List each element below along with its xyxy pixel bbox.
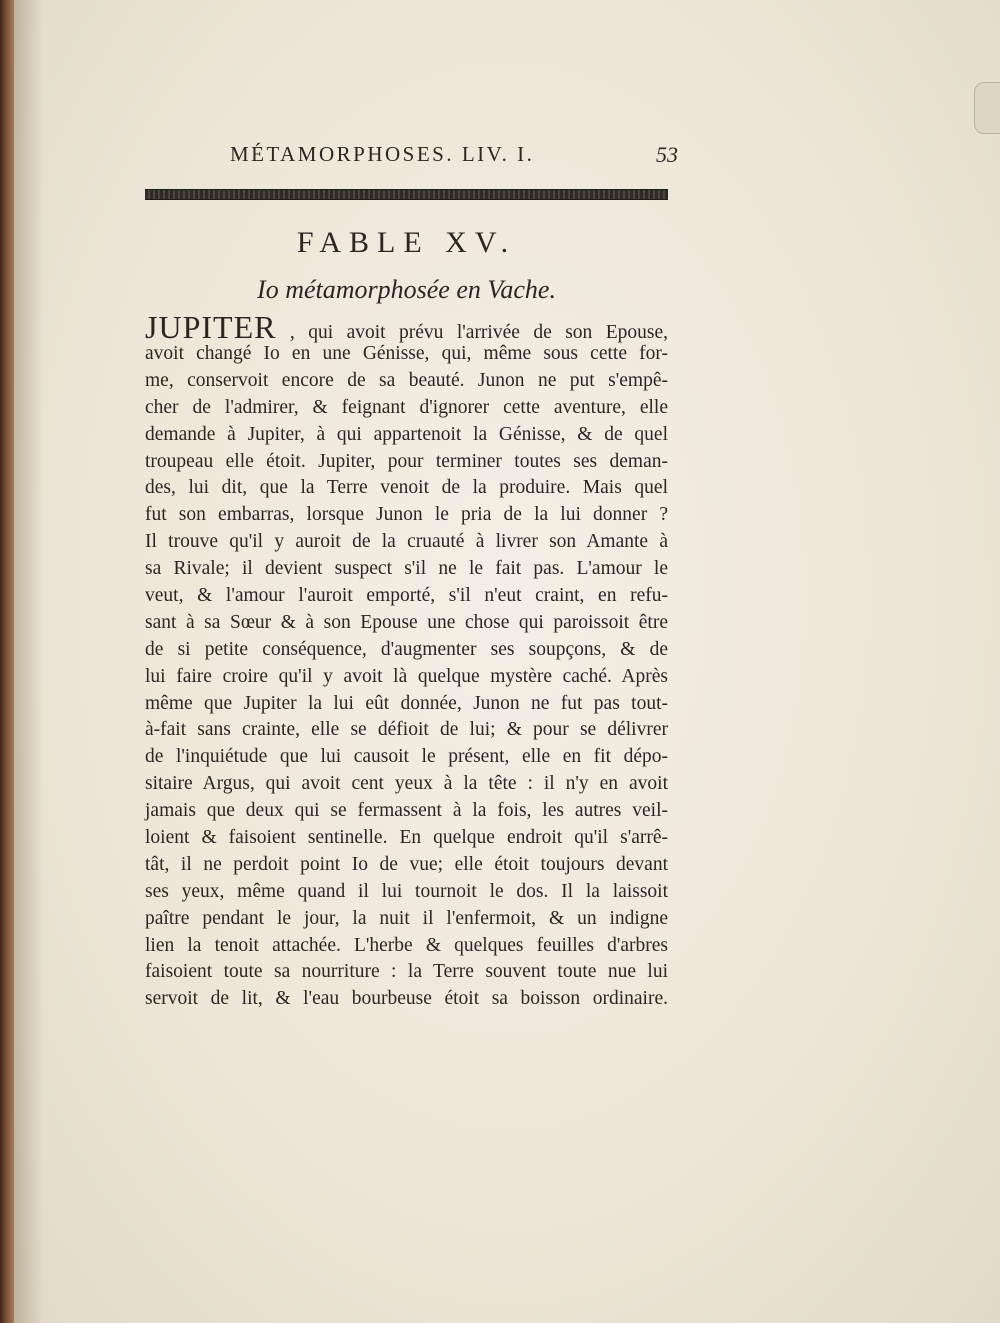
running-title: MÉTAMORPHOSES. LIV. I. bbox=[230, 142, 535, 166]
page-gutter-shadow bbox=[14, 0, 44, 1323]
text-line: à-fait sans crainte, elle se défioit de lui; & pour se délivrer bbox=[145, 719, 668, 741]
running-head bbox=[216, 142, 686, 172]
text-line: sa Rivale; il devient suspect s'il ne le fait pas. L'amour le bbox=[145, 558, 668, 580]
text-line: fut son embarras, lorsque Junon le pria de la lui donner ? bbox=[145, 504, 668, 526]
text-line: lien la tenoit attachée. L'herbe & quelques feuilles d'arbres bbox=[145, 934, 668, 956]
page-number: 53 bbox=[656, 142, 678, 167]
text-line bbox=[145, 309, 669, 345]
book-page bbox=[14, 0, 1000, 1323]
text-line: de l'inquiétude que lui causoit le présent, elle en fit dépo- bbox=[145, 746, 668, 768]
fable-title: FABLE XV. bbox=[296, 226, 517, 259]
text-line: de si petite conséquence, d'augmenter ses soupçons, & de bbox=[145, 638, 668, 660]
text-line: jamais que deux qui se fermassent à la fois, les autres veil- bbox=[145, 800, 668, 822]
drop-cap-word: JUPITER bbox=[145, 309, 277, 345]
text-line: veut, & l'amour l'auroit emporté, s'il n'eut craint, en refu- bbox=[145, 585, 668, 607]
text-line: troupeau elle étoit. Jupiter, pour terminer toutes ses deman- bbox=[145, 450, 668, 472]
text-line: servoit de lit, & l'eau bourbeuse étoit sa boisson ordinaire. bbox=[145, 988, 668, 1010]
text-line-content: , qui avoit prévu l'arrivée de son Epouse, bbox=[289, 322, 669, 343]
text-line: ses yeux, même quand il lui tournoit le dos. Il la laissoit bbox=[145, 880, 668, 902]
page-tab bbox=[974, 82, 1000, 134]
text-line: des, lui dit, que la Terre venoit de la produire. Mais quel bbox=[145, 477, 668, 499]
text-line: loient & faisoient sentinelle. En quelque endroit qu'il s'arrê- bbox=[145, 827, 668, 849]
text-line: Il trouve qu'il y auroit de la cruauté à livrer son Amante à bbox=[145, 531, 668, 553]
text-line: lui faire croire qu'il y avoit là quelque mystère caché. Après bbox=[145, 665, 668, 687]
text-line: paître pendant le jour, la nuit il l'enfermoit, & un indigne bbox=[145, 907, 668, 929]
text-line: demande à Jupiter, à qui appartenoit la Génisse, & de quel bbox=[145, 423, 668, 445]
text-line: me, conservoit encore de sa beauté. Junon ne put s'empê- bbox=[145, 369, 668, 391]
book-spine bbox=[0, 0, 14, 1323]
text-line: faisoient toute sa nourriture : la Terre souvent toute nue lui bbox=[145, 961, 668, 983]
fable-subtitle: Io métamorphosée en Vache. bbox=[257, 275, 556, 304]
text-line: cher de l'admirer, & feignant d'ignorer cette aventure, elle bbox=[145, 396, 668, 418]
text-line: sitaire Argus, qui avoit cent yeux à la tête : il n'y en avoit bbox=[145, 773, 668, 795]
text-line: avoit changé Io en une Génisse, qui, même sous cette for- bbox=[145, 343, 668, 364]
body-text bbox=[145, 309, 668, 1013]
text-line: tât, il ne perdoit point Io de vue; elle étoit toujours devant bbox=[145, 853, 668, 875]
text-line: sant à sa Sœur & à son Epouse une chose qui paroissoit être bbox=[145, 611, 668, 633]
header-rule bbox=[145, 189, 668, 200]
text-line: même que Jupiter la lui eût donnée, Junon ne fut pas tout- bbox=[145, 692, 668, 714]
